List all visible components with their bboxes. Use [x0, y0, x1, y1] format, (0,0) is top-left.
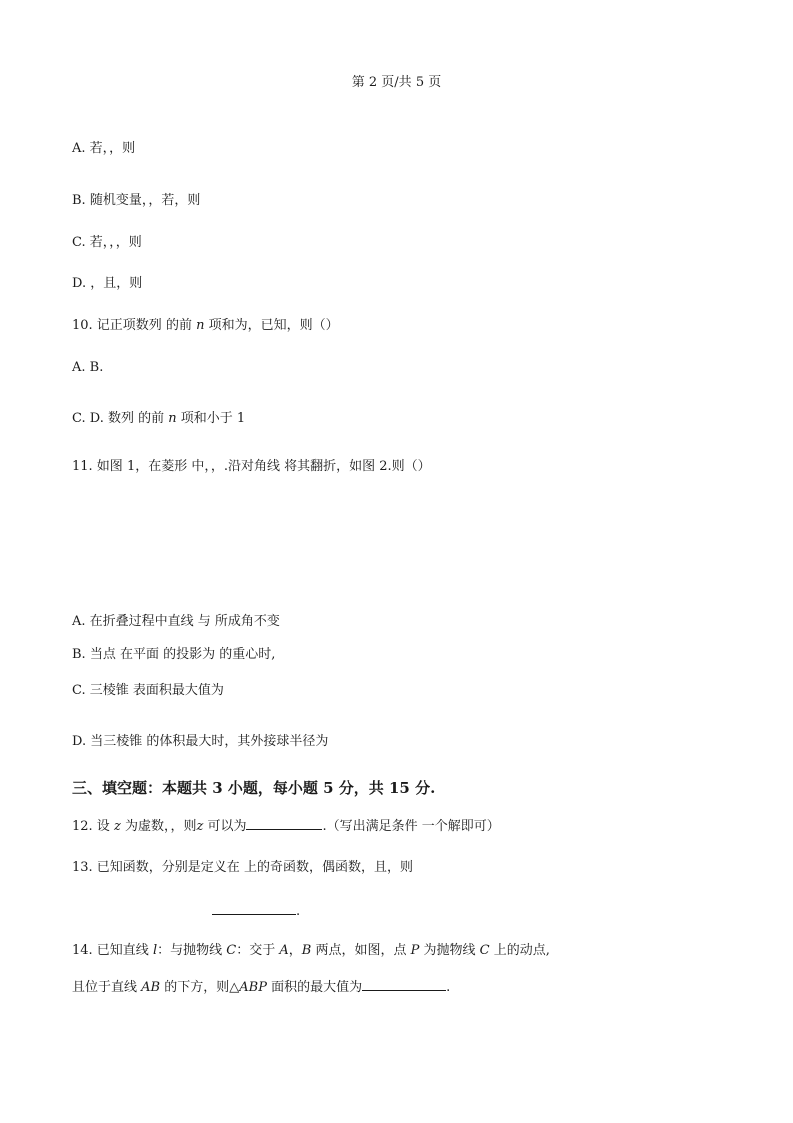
- q14-var-c2: C: [479, 943, 490, 958]
- q10-options-ab: A. B.: [72, 360, 104, 375]
- q14-var-l: l: [152, 943, 158, 958]
- q14-var-abp: ABP: [239, 980, 267, 995]
- q11-option-a: A. 在折叠过程中直线 与 所成角不变: [72, 614, 280, 629]
- q12-text-d: .（写出满足条件 一个解即可）: [322, 819, 500, 834]
- q12-line: [72, 817, 500, 835]
- q14-var-b: B: [301, 943, 312, 958]
- q14-text-i: 的下方，则△: [160, 980, 240, 995]
- q10-stem-text-a: 10. 记正项数列 的前: [72, 318, 192, 333]
- q10-stem-var-n: n: [196, 318, 205, 333]
- q14-text-f: 为抛物线: [419, 943, 476, 958]
- q14-end: .: [446, 980, 451, 995]
- q10-cd-text-a: C. D. 数列 的前: [72, 411, 165, 426]
- q9-option-c: C. 若，，，则: [72, 235, 142, 250]
- q10-stem-text-b: 项和为，已知，则（）: [204, 318, 339, 333]
- q14-text-c: ：交于: [236, 943, 276, 958]
- q10-stem: [72, 318, 339, 334]
- q13-end: .: [296, 904, 301, 919]
- q13-answer-line: [212, 902, 300, 920]
- q10-cd-var-n: n: [168, 411, 177, 426]
- q14-text-g: 上的动点,: [489, 943, 550, 958]
- q12-text-c: 可以为: [203, 819, 247, 834]
- q9-option-b: B. 随机变量，，若，则: [72, 193, 201, 208]
- q14-text-a: 14. 已知直线: [72, 943, 149, 958]
- q11-option-d: D. 当三棱锥 的体积最大时，其外接球半径为: [72, 734, 329, 749]
- q10-options-cd: [72, 411, 245, 427]
- section-three-title: 三、填空题：本题共 3 小题，每小题 5 分，共 15 分.: [72, 779, 436, 797]
- q11-stem: 11. 如图 1，在菱形 中，，.沿对角线 将其翻折，如图 2.则（）: [72, 459, 431, 474]
- q14-text-d: ，: [288, 943, 302, 958]
- q14-var-c1: C: [226, 943, 237, 958]
- q14-var-ab: AB: [141, 980, 161, 995]
- q14-answer-blank[interactable]: [362, 978, 446, 991]
- q14-text-h: 且位于直线: [72, 980, 138, 995]
- q12-answer-blank[interactable]: [246, 817, 322, 830]
- q14-var-a: A: [279, 943, 289, 958]
- q14-line-1: [72, 943, 550, 959]
- q14-text-e: 两点，如图，点: [311, 943, 407, 958]
- q14-var-p: P: [410, 943, 420, 958]
- q12-var-z2: z: [196, 819, 204, 834]
- q9-option-a: A. 若，，则: [72, 141, 136, 156]
- q11-option-b: B. 当点 在平面 的投影为 的重心时,: [72, 647, 276, 662]
- q12-text-b: 为虚数，，则: [120, 819, 197, 834]
- q12-var-z1: z: [113, 819, 121, 834]
- q14-text-b: ：与抛物线: [157, 943, 223, 958]
- q13-stem: 13. 已知函数，分别是定义在 上的奇函数，偶函数，且，则: [72, 860, 413, 875]
- q14-text-j: 面积的最大值为: [266, 980, 363, 995]
- q12-text-a: 12. 设: [72, 819, 110, 834]
- q14-line-2: [72, 978, 450, 996]
- q13-answer-blank[interactable]: [212, 902, 296, 915]
- q11-option-c: C. 三棱锥 表面积最大值为: [72, 683, 224, 698]
- q9-option-d: D. ，且，则: [72, 276, 143, 291]
- page-header: 第 2 页/共 5 页: [351, 75, 442, 90]
- q10-cd-text-b: 项和小于 1: [176, 411, 246, 426]
